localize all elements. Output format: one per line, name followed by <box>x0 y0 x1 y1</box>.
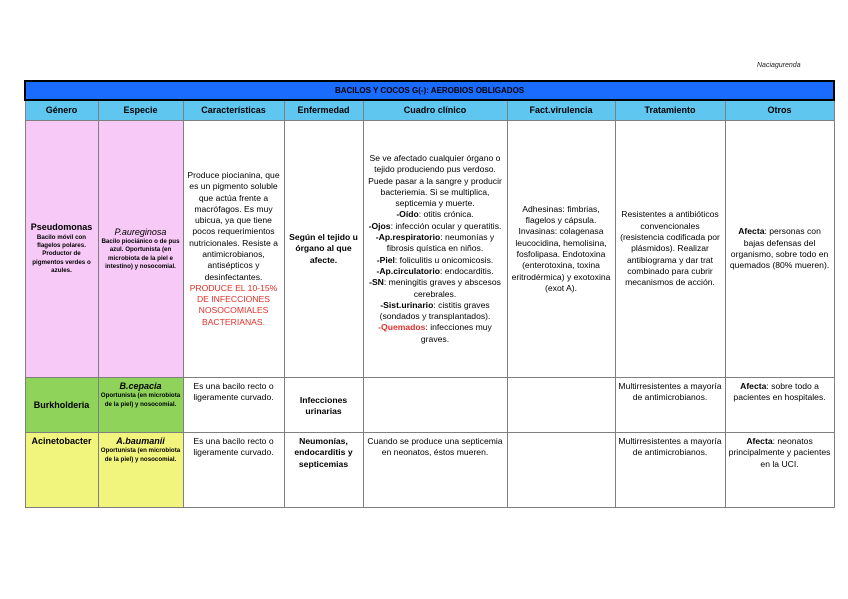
genus-name: Pseudomonas <box>30 222 93 233</box>
treatment-cell: Resistentes a antibióticos convencionales (resistencia codificada por plásmidos). Realizar antibiograma y dar trat combinado para cubrir mecanismos de acción. <box>615 121 725 378</box>
header-especie: Especie <box>98 100 183 121</box>
disease-cell: Neumonías, endocarditis y septicemias <box>284 433 363 508</box>
virulence-cell <box>507 378 615 433</box>
characteristics-cell: Es una bacilo recto o ligeramente curvado. <box>183 433 284 508</box>
others-cell: Afecta: personas con bajas defensas del organismo, sobre todo en quemados (80% mueren). <box>725 121 834 378</box>
species-name: B.cepacia <box>119 381 162 391</box>
characteristics-cell: Es una bacilo recto o ligeramente curvado. <box>183 378 284 433</box>
header-caracteristicas: Características <box>183 100 284 121</box>
table-row <box>25 121 834 378</box>
characteristics-cell <box>183 121 284 378</box>
treatment-cell: Multirresistentes a mayoría de antimicrobianos. <box>615 433 725 508</box>
clinical-intro: Se ve afectado cualquier órgano o tejido produciendo pus verdoso. Puede pasar a la sangre y producir bacteriemia. Si se multiplica, septicemia y muerte. <box>368 152 502 209</box>
header-genero: Género <box>25 100 98 121</box>
species-cell <box>98 378 183 433</box>
clinical-item: -Oído: otitis crónica. <box>396 209 474 220</box>
genus-name: Burkholderia <box>33 400 90 411</box>
table-row <box>25 378 834 433</box>
bacteria-table <box>24 80 835 508</box>
genus-note: Bacilo móvil con flagelos polares. Productor de pigmentos verdes o azules. <box>32 233 91 275</box>
treatment-cell: Multirresistentes a mayoría de antimicrobianos. <box>615 378 725 433</box>
genus-cell <box>25 121 98 378</box>
others-cell: Afecta: sobre todo a pacientes en hospitales. <box>725 378 834 433</box>
others-cell: Afecta: neonatos principalmente y pacientes en la UCI. <box>725 433 834 508</box>
clinical-item: -Sist.urinario: cistitis graves (sondados y transplantados). <box>379 299 491 322</box>
table-title-row <box>25 81 834 100</box>
genus-name: Acinetobacter <box>31 436 92 446</box>
table-row <box>25 433 834 508</box>
header-fact-virulencia: Fact.virulencia <box>507 100 615 121</box>
genus-cell <box>25 378 98 433</box>
clinical-item: -Ap.respiratorio: neumonías y fibrosis quística en niños. <box>375 232 495 254</box>
clinical-item-burns: -Quemados: infecciones muy graves. <box>378 322 492 344</box>
clinical-item: -Ap.circulatorio: endocarditis. <box>376 265 494 276</box>
clinical-cell <box>363 121 507 378</box>
genus-cell <box>25 433 98 508</box>
species-cell <box>98 121 183 378</box>
clinical-item: -Piel: foliculitis u onicomicosis. <box>376 254 494 265</box>
header-otros: Otros <box>725 100 834 121</box>
virulence-cell <box>507 433 615 508</box>
table-title: BACILOS Y COCOS G(-): AEROBIOS OBLIGADOS <box>25 81 834 100</box>
author-watermark: Naciagurenda <box>757 62 801 69</box>
species-note: Oportunista (en microbiota de la piel) y nosocomial. <box>100 447 181 463</box>
species-cell <box>98 433 183 508</box>
characteristics-highlight: PRODUCE EL 10-15% DE INFECCIONES NOSOCOMIALES BACTERIANAS. <box>189 282 278 327</box>
clinical-cell <box>363 378 507 433</box>
species-note: Bacilo piociánico o de pus azul. Oportunista (en microbiota de la piel e intestino) y nosocomial. <box>101 237 180 271</box>
header-enfermedad: Enfermedad <box>284 100 363 121</box>
clinical-item: -Ojos: infección ocular y queratitis. <box>368 220 502 231</box>
clinical-item: -SN: meningitis graves y abscesos cerebrales. <box>369 277 501 299</box>
characteristics-text: Produce piocianina, que es un pigmento soluble que actúa frente a macrófagos. Es muy ubicua, ya que tiene pocos requerimientos nutricionales. Resiste a antimicrobianos, antisépticos y desinfectantes. <box>187 169 280 282</box>
species-name: A.baumanii <box>116 436 165 446</box>
disease-cell: Infecciones urinarias <box>284 378 363 433</box>
species-name: P.aureginosa <box>114 226 167 237</box>
clinical-cell: Cuando se produce una septicemia en neonatos, éstos mueren. <box>363 433 507 508</box>
header-tratamiento: Tratamiento <box>615 100 725 121</box>
virulence-cell: Adhesinas: fimbrias, flagelos y cápsula. Invasinas: colagenasa leucocidina, hemolisina, fosfolipasa. Endotoxina (enterotoxina, toxina eritrodérmica) y exotoxina (exot A). <box>507 121 615 378</box>
species-note: Oportunista (en microbiota de la piel) y nosocomial. <box>100 392 181 408</box>
table-header-row <box>25 100 834 121</box>
header-cuadro-clinico: Cuadro clínico <box>363 100 507 121</box>
disease-cell: Según el tejido u órgano al que afecte. <box>284 121 363 378</box>
